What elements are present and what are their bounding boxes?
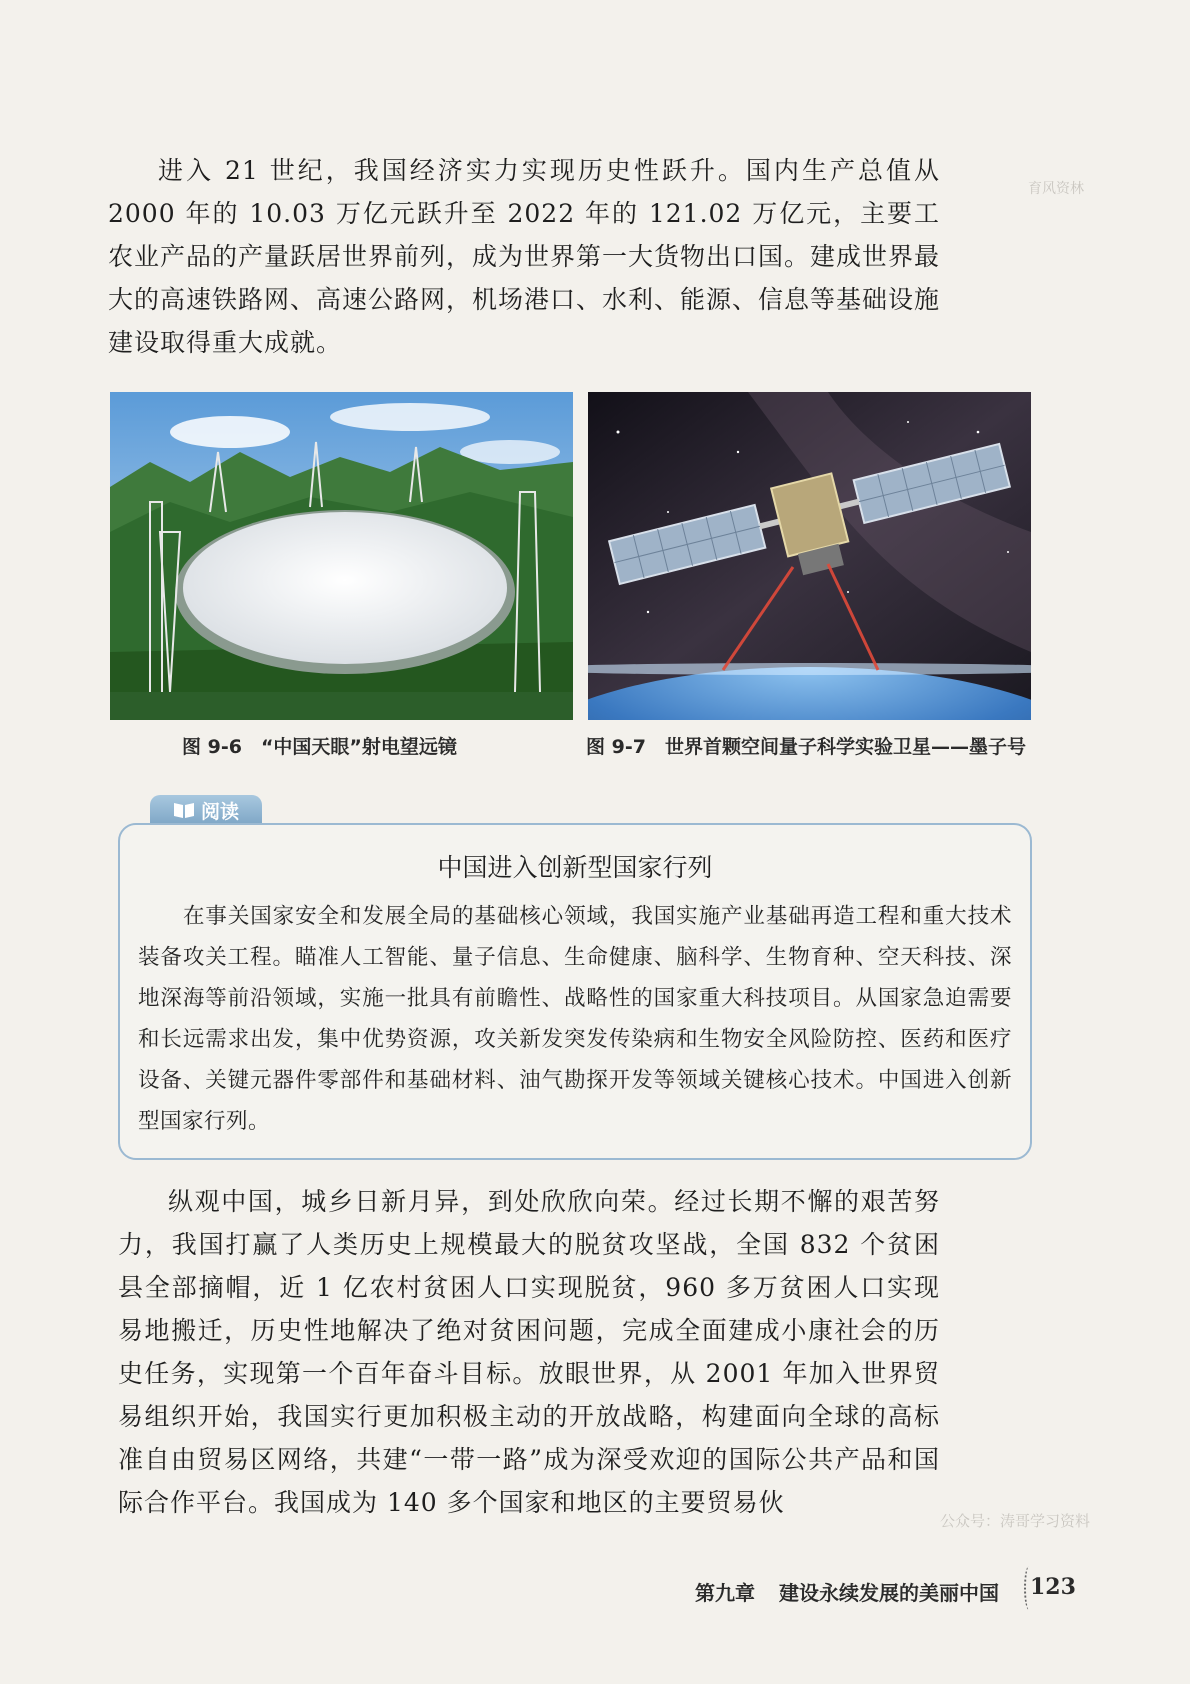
figure-caption-9-6: 图 9-6 “中国天眼”射电望远镜 <box>182 736 457 758</box>
book-icon <box>173 801 195 819</box>
figure-caption-9-7: 图 9-7 世界首颗空间量子科学实验卫星——墨子号 <box>586 736 1026 758</box>
chapter-number: 第九章 <box>695 1581 755 1605</box>
reading-tag-label: 阅读 <box>200 800 239 823</box>
watermark-top: 育风资林 <box>1028 181 1084 197</box>
figure-quantum-satellite <box>588 392 1031 720</box>
paragraph-development: 纵观中国，城乡日新月异，到处欣欣向荣。经过长期不懈的艰苦努力，我国打赢了人类历史上规模最大的脱贫攻坚战，全国 832 个贫困县全部摘帽，近 1 亿农村贫困人口实现脱贫，960 多万贫困人口实现易地搬迁，历史性地解决了绝对贫困问题，完成全面建成小康社会的历史任务，实现第一个百年奋斗目标。放眼世界，从 2001 年加入世界贸易组织开始，我国实行更加积极主动的开放战略，构建面向全球的高标准自由贸易区网络，共建“一带一路”成为深受欢迎的国际公共产品和国际合作平台。我国成为 140 多个国家和地区的主要贸易伙 <box>118 1187 940 1517</box>
chapter-title: 建设永续发展的美丽中国 <box>779 1581 999 1605</box>
page-number: 123 <box>1030 1574 1076 1600</box>
quantum-satellite-image <box>588 392 1031 720</box>
page-footer <box>695 1577 999 1606</box>
reading-box <box>118 823 1032 1160</box>
reading-tag <box>150 795 262 825</box>
reading-title: 中国进入创新型国家行列 <box>437 853 713 882</box>
reading-body: 在事关国家安全和发展全局的基础核心领域，我国实施产业基础再造工程和重大技术装备攻关工程。瞄准人工智能、量子信息、生命健康、脑科学、生物育种、空天科技、深地深海等前沿领域，实施一批具有前瞻性、战略性的国家重大科技项目。从国家急迫需要和长远需求出发，集中优势资源，攻关新发突发传染病和生物安全风险防控、医药和医疗设备、关键元器件零部件和基础材料、油气勘探开发等领域关键核心技术。中国进入创新型国家行列。 <box>138 904 1012 1134</box>
paragraph-economy: 进入 21 世纪，我国经济实力实现历史性跃升。国内生产总值从 2000 年的 10.03 万亿元跃升至 2022 年的 121.02 万亿元，主要工农业产品的产量跃居世界前列，成为世界第一大货物出口国。建成世界最大的高速铁路网、高速公路网，机场港口、水利、能源、信息等基础设施建设取得重大成就。 <box>108 156 941 357</box>
watermark-bottom: 公众号：涛哥学习资料 <box>940 1512 1091 1530</box>
figure-fast-telescope <box>110 392 573 720</box>
fast-telescope-image <box>110 392 573 720</box>
